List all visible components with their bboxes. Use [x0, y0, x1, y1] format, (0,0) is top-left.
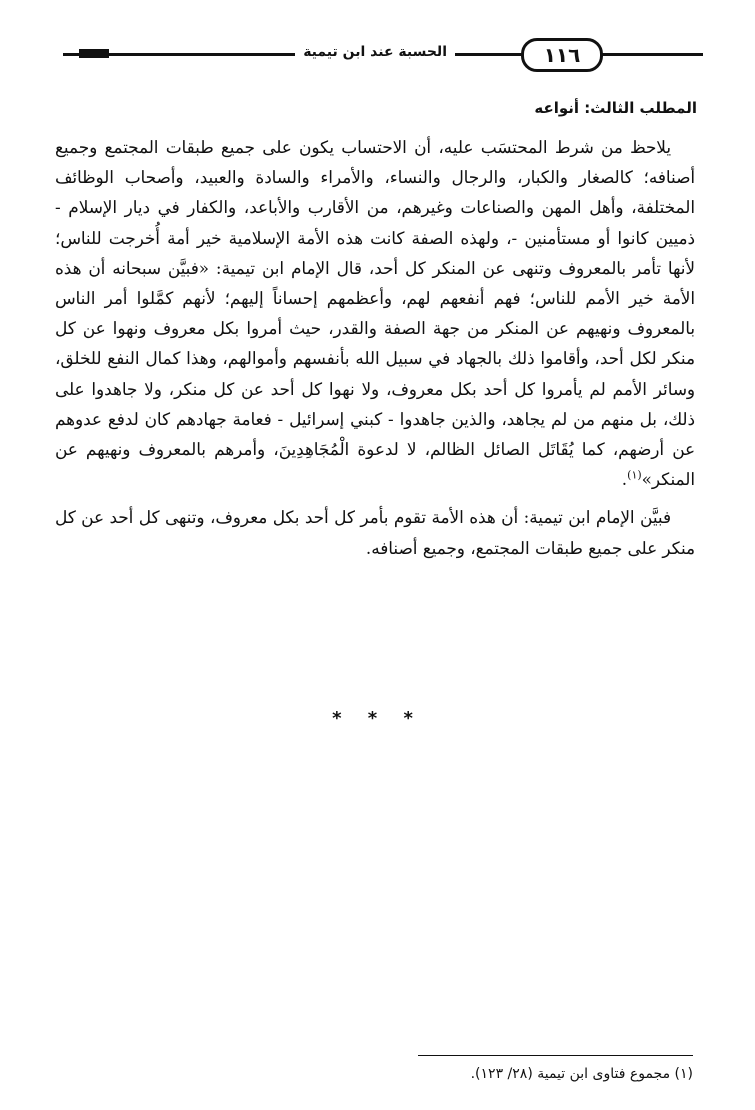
- running-header: [63, 34, 703, 74]
- body-text: [55, 132, 695, 563]
- paragraph-1-text: يلاحظ من شرط المحتسَب عليه، أن الاحتساب يكون على جميع طبقات المجتمع وجميع أصنافه؛ كالصغار والكبار، والرجال والنساء، والأمراء والسادة والعبيد، وأصحاب الوظائف المختلفة، وأهل المهن والصناعات وغيرهم، من الأقارب والأباعد، والكفار في ديار الإسلام - ذميين كانوا أو مستأمنين -، ولهذه الصفة كانت هذه الأمة الإسلامية خير أمة أُخرجت للناس؛ لأنها تأمر بالمعروف وتنهى عن المنكر كل أحد، قال الإمام ابن تيمية: «فبيَّن سبحانه أن هذه الأمة خير الأمم للناس؛ فهم أنفعهم لهم، وأعظمهم إحساناً إليهم؛ لأنهم كمَّلوا أمر الناس بالمعروف ونهيهم عن المنكر من جهة الصفة والقدر، حيث أمروا بكل معروف ونهوا عن كل منكر لكل أحد، وأقاموا ذلك بالجهاد في سبيل الله بأنفسهم وأموالهم، وهذا كمال النفع للخلق، وسائر الأمم لم يأمروا كل أحد بكل معروف، ولا نهوا كل أحد عن كل منكر، ولا جاهدوا على ذلك، بل منهم من لم يجاهد، والذين جاهدوا - كبني إسرائيل - فعامة جهادهم كان لدفع عدوهم عن أرضهم، كما يُقَاتَل الصائل الظالم، لا لدعوة الْمُجَاهِدِينَ، وأمرهم بالمعروف ونهيهم عن المنكر»: [55, 137, 695, 490]
- section-separator: * * *: [332, 708, 423, 729]
- paragraph-1: [55, 132, 695, 494]
- paragraph-1-end: .: [621, 469, 628, 490]
- footnote-rule: [418, 1055, 693, 1056]
- header-end-bar: [79, 49, 109, 58]
- page-number: ١١٦: [521, 38, 603, 72]
- section-heading: المطلب الثالث: أنواعه: [534, 99, 697, 117]
- footnote: (١) مجموع فتاوى ابن تيمية (٢٨/ ١٢٣).: [470, 1066, 693, 1082]
- running-title: الحسبة عند ابن تيمية: [295, 38, 455, 66]
- paragraph-2: فبيَّن الإمام ابن تيمية: أن هذه الأمة تقوم بأمر كل أحد بكل معروف، وتنهى كل أحد عن كل منكر على جميع طبقات المجتمع، وجميع أصنافه.: [55, 507, 695, 558]
- footnote-marker: (١): [627, 468, 642, 482]
